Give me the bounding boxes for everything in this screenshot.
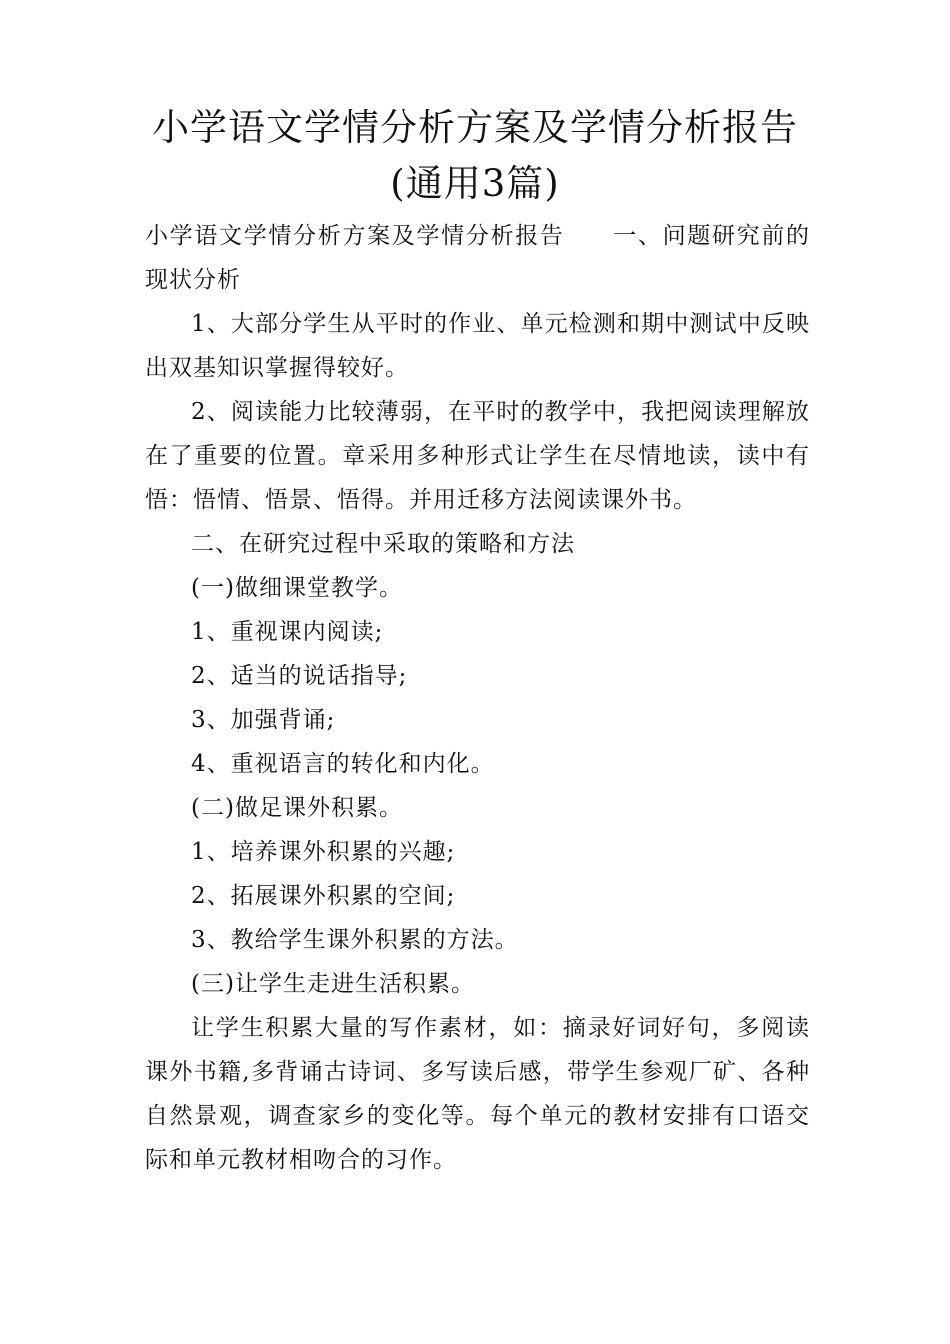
document-body xyxy=(145,214,810,1182)
list-item: 2、拓展课外积累的空间; xyxy=(191,883,456,909)
paragraph: 2、阅读能力比较薄弱，在平时的教学中，我把阅读理解放在了重要的位置。章采用多种形式让学生在尽情地读，读中有悟：悟情、悟景、悟得。并用迁移方法阅读课外书。 xyxy=(145,399,810,513)
subsection-heading: (一)做细课堂教学。 xyxy=(191,575,403,601)
intro-section-heading: 一、问题研究前的现状分析 xyxy=(145,223,811,293)
list-item: 3、教给学生课外积累的方法。 xyxy=(191,927,519,953)
list-item: 1、重视课内阅读; xyxy=(191,619,384,645)
list-item: 2、适当的说话指导; xyxy=(191,663,408,689)
list-item: 1、培养课外积累的兴趣; xyxy=(191,839,456,865)
section-heading: 二、在研究过程中采取的策略和方法 xyxy=(191,531,575,557)
list-item: 4、重视语言的转化和内化。 xyxy=(191,751,495,777)
intro-paragraph xyxy=(145,214,810,302)
document-title: 小学语文学情分析方案及学情分析报告(通用3篇) xyxy=(152,106,798,205)
intro-heading: 小学语文学情分析方案及学情分析报告 xyxy=(145,223,565,249)
paragraph: 1、大部分学生从平时的作业、单元检测和期中测试中反映出双基知识掌握得较好。 xyxy=(145,311,810,381)
subsection-heading: (二)做足课外积累。 xyxy=(191,795,403,821)
subsection-heading: (三)让学生走进生活积累。 xyxy=(191,971,475,997)
paragraph: 让学生积累大量的写作素材，如：摘录好词好句，多阅读课外书籍,多背诵古诗词、多写读后感，带学生参观厂矿、各种自然景观，调查家乡的变化等。每个单元的教材安排有口语交际和单元教材相吻合的习作。 xyxy=(145,1015,810,1173)
list-item: 3、加强背诵; xyxy=(191,707,336,733)
